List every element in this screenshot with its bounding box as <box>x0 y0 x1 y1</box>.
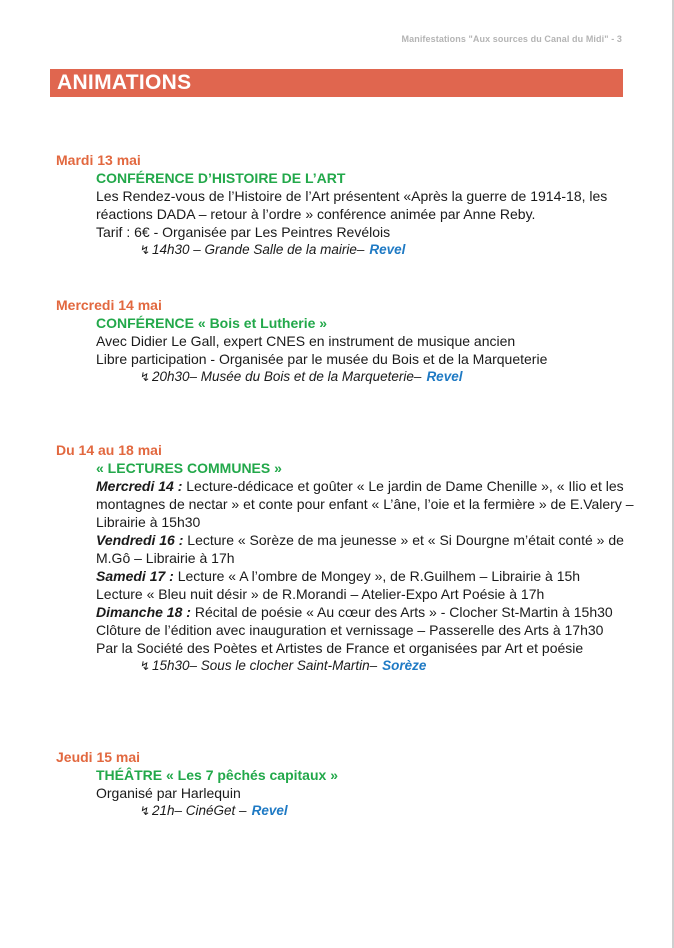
program-item <box>96 603 636 621</box>
program-day: Samedi 17 : <box>96 568 174 584</box>
program-item <box>96 567 636 585</box>
event-text-line: Tarif : 6€ - Organisée par Les Peintres Revélois <box>96 224 391 240</box>
program-text: Récital de poésie « Au cœur des Arts » - Clocher St-Martin à 15h30 <box>190 604 613 620</box>
time-place-text: 15h30– Sous le clocher Saint-Martin– <box>152 658 378 673</box>
event-date: Mercredi 14 mai <box>56 297 162 313</box>
town-label: Revel <box>369 242 406 257</box>
event-title: CONFÉRENCE D’HISTOIRE DE L’ART <box>96 170 346 186</box>
running-header: Manifestations "Aux sources du Canal du Midi" - 3 <box>401 34 622 44</box>
time-place-text: 14h30 – Grande Salle de la mairie– <box>152 242 365 257</box>
event-text-line: Avec Didier Le Gall, expert CNES en instrument de musique ancien <box>96 333 516 349</box>
curved-arrow-icon: ↯ <box>140 370 151 384</box>
program-item <box>96 477 636 531</box>
town-label: Revel <box>426 369 463 384</box>
event-time-place <box>140 241 636 259</box>
event-jeudi-15 <box>56 748 636 820</box>
time-place-text: 21h– CinéGet – <box>152 803 247 818</box>
event-mercredi-14 <box>56 296 636 386</box>
program-text: Lecture « A l’ombre de Mongey », de R.Guilhem – Librairie à 15h <box>173 568 581 584</box>
event-time-place <box>140 368 636 386</box>
program-day: Dimanche 18 : <box>96 604 191 620</box>
town-label: Sorèze <box>382 658 427 673</box>
program-item <box>96 621 636 639</box>
event-title: « LECTURES COMMUNES » <box>96 460 282 476</box>
event-text-line: réactions DADA – retour à l’ordre » conférence animée par Anne Reby. <box>96 206 536 222</box>
event-title: THÉÂTRE « Les 7 pêchés capitaux » <box>96 767 338 783</box>
program-day: Vendredi 16 : <box>96 532 184 548</box>
program-item <box>96 585 636 603</box>
event-mardi-13 <box>56 151 636 259</box>
event-text-line: Les Rendez-vous de l’Histoire de l’Art présentent «Après la guerre de 1914-18, les <box>96 188 608 204</box>
event-time-place <box>140 657 636 675</box>
program-text: Par la Société des Poètes et Artistes de France et organisées par Art et poésie <box>96 640 584 656</box>
time-place-text: 20h30– Musée du Bois et de la Marqueterie– <box>152 369 422 384</box>
event-text-line: Libre participation - Organisée par le musée du Bois et de la Marqueterie <box>96 351 548 367</box>
program-text: Lecture-dédicace et goûter « Le jardin de Dame Chenille », « Ilio et les montagnes de nectar » et conte pour enfant « L’âne, l’oie et la fermière » de E.Valery – Librairie à 15h30 <box>96 478 634 530</box>
event-date: Mardi 13 mai <box>56 152 141 168</box>
program-text: Clôture de l’édition avec inauguration et vernissage – Passerelle des Arts à 17h30 <box>96 622 604 638</box>
program-item <box>96 531 636 567</box>
event-time-place <box>140 802 636 820</box>
program-day: Mercredi 14 : <box>96 478 183 494</box>
program-text: Lecture « Bleu nuit désir » de R.Morandi – Atelier-Expo Art Poésie à 17h <box>96 586 545 602</box>
event-date: Jeudi 15 mai <box>56 749 141 765</box>
curved-arrow-icon: ↯ <box>140 659 151 673</box>
event-lectures-communes <box>56 441 636 675</box>
town-label: Revel <box>251 803 288 818</box>
event-text-line: Organisé par Harlequin <box>96 785 241 801</box>
event-title: CONFÉRENCE « Bois et Lutherie » <box>96 315 328 331</box>
event-date: Du 14 au 18 mai <box>56 442 162 458</box>
section-title: ANIMATIONS <box>50 69 623 97</box>
curved-arrow-icon: ↯ <box>140 243 151 257</box>
program-text: Lecture « Sorèze de ma jeunesse » et « Si Dourgne m’était conté » de M.Gô – Librairie à 17h <box>96 532 624 566</box>
program-item <box>96 639 636 657</box>
curved-arrow-icon: ↯ <box>140 804 151 818</box>
